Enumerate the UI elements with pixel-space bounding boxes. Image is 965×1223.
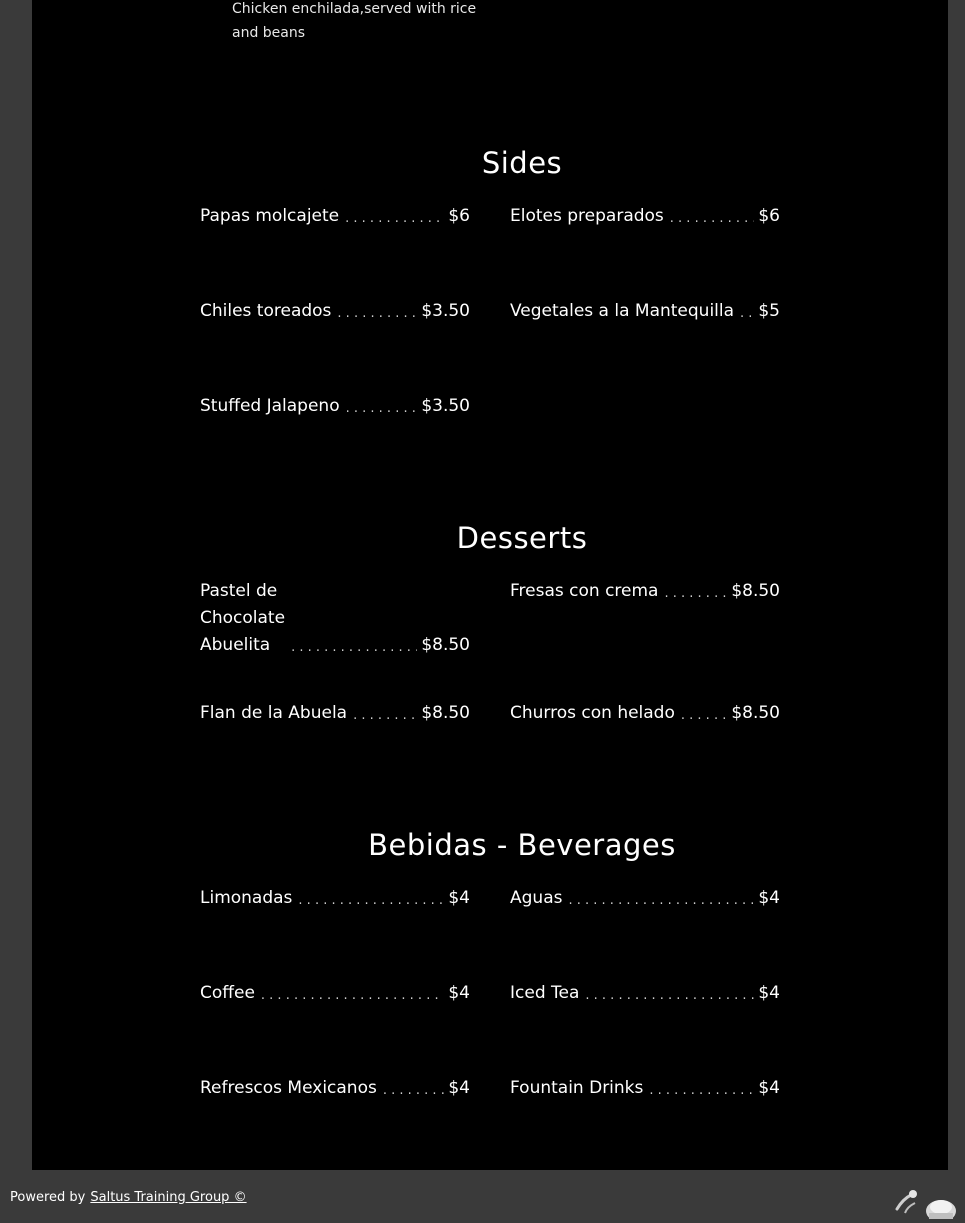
dot-leader bbox=[740, 303, 754, 325]
menu-item-name: Aguas bbox=[510, 888, 563, 908]
menu-item-name: Elotes preparados bbox=[510, 206, 664, 226]
menu-item bbox=[510, 578, 780, 605]
menu-item-price: $8.50 bbox=[421, 703, 470, 723]
menu-item bbox=[200, 393, 470, 420]
dot-leader bbox=[670, 208, 755, 230]
menu-item-name: Flan de la Abuela bbox=[200, 703, 348, 723]
dot-leader bbox=[649, 1080, 754, 1102]
dot-leader bbox=[568, 890, 754, 912]
menu-item-price: $3.50 bbox=[421, 301, 470, 321]
menu-item bbox=[200, 1075, 470, 1102]
section-title-beverages: Bebidas - Beverages bbox=[368, 828, 676, 862]
menu-item-name: Fountain Drinks bbox=[510, 1078, 644, 1098]
menu-item-price: $4 bbox=[758, 1078, 780, 1098]
menu-item-price: $3.50 bbox=[421, 396, 470, 416]
menu-item bbox=[510, 1075, 780, 1102]
dot-leader bbox=[298, 890, 444, 912]
menu-item bbox=[200, 298, 470, 325]
menu-item-price: $8.50 bbox=[731, 581, 780, 601]
dot-leader bbox=[345, 208, 444, 230]
menu-item-name: Coffee bbox=[200, 983, 255, 1003]
section-title-sides: Sides bbox=[481, 146, 563, 180]
menu-item-name: Pastel de Chocolate Abuelita bbox=[200, 581, 286, 655]
menu-item bbox=[200, 578, 470, 659]
menu-item-price: $8.50 bbox=[421, 635, 470, 655]
dot-leader bbox=[261, 985, 444, 1007]
menu-item bbox=[200, 980, 470, 1007]
menu-item-name: Iced Tea bbox=[510, 983, 580, 1003]
menu-item-price: $6 bbox=[448, 206, 470, 226]
powered-by bbox=[10, 1190, 247, 1205]
menu-item-name: Limonadas bbox=[200, 888, 293, 908]
menu-item-name: Chiles toreados bbox=[200, 301, 332, 321]
menu-item-price: $4 bbox=[448, 1078, 470, 1098]
menu-item-name: Refrescos Mexicanos bbox=[200, 1078, 377, 1098]
item-description: Chicken enchilada,served with rice and beans bbox=[232, 1, 477, 41]
menu-item-name: Papas molcajete bbox=[200, 206, 340, 226]
dot-leader bbox=[291, 637, 417, 659]
menu-item-name: Churros con helado bbox=[510, 703, 675, 723]
dot-leader bbox=[337, 303, 417, 325]
menu-item bbox=[200, 700, 470, 727]
menu-item-price: $4 bbox=[758, 983, 780, 1003]
menu-item-name: Fresas con crema bbox=[510, 581, 659, 601]
menu-item-price: $8.50 bbox=[731, 703, 780, 723]
menu-item-price: $6 bbox=[758, 206, 780, 226]
menu-item bbox=[510, 298, 780, 325]
menu-item-name: Stuffed Jalapeno bbox=[200, 396, 340, 416]
menu-item bbox=[510, 885, 780, 912]
decorative-widget-icon[interactable] bbox=[895, 1189, 959, 1219]
menu-item-price: $4 bbox=[448, 983, 470, 1003]
dot-leader bbox=[383, 1080, 445, 1102]
footer bbox=[0, 1170, 965, 1223]
menu-item-name: Vegetales a la Mantequilla bbox=[510, 301, 735, 321]
menu-item-price: $4 bbox=[758, 888, 780, 908]
menu-item bbox=[510, 700, 780, 727]
dot-leader bbox=[346, 398, 418, 420]
saltus-link[interactable]: Saltus Training Group © bbox=[90, 1190, 247, 1205]
menu-item bbox=[510, 980, 780, 1007]
dot-leader bbox=[353, 705, 417, 727]
menu-item-price: $5 bbox=[758, 301, 780, 321]
menu-item-price: $4 bbox=[448, 888, 470, 908]
dot-leader bbox=[585, 985, 754, 1007]
powered-by-label: Powered by bbox=[10, 1190, 86, 1205]
section-title-desserts: Desserts bbox=[456, 521, 588, 555]
dot-leader bbox=[681, 705, 727, 727]
dot-leader bbox=[664, 583, 727, 605]
menu-item bbox=[200, 885, 470, 912]
menu-item bbox=[510, 203, 780, 230]
menu-panel bbox=[32, 0, 948, 1170]
menu-item bbox=[200, 203, 470, 230]
